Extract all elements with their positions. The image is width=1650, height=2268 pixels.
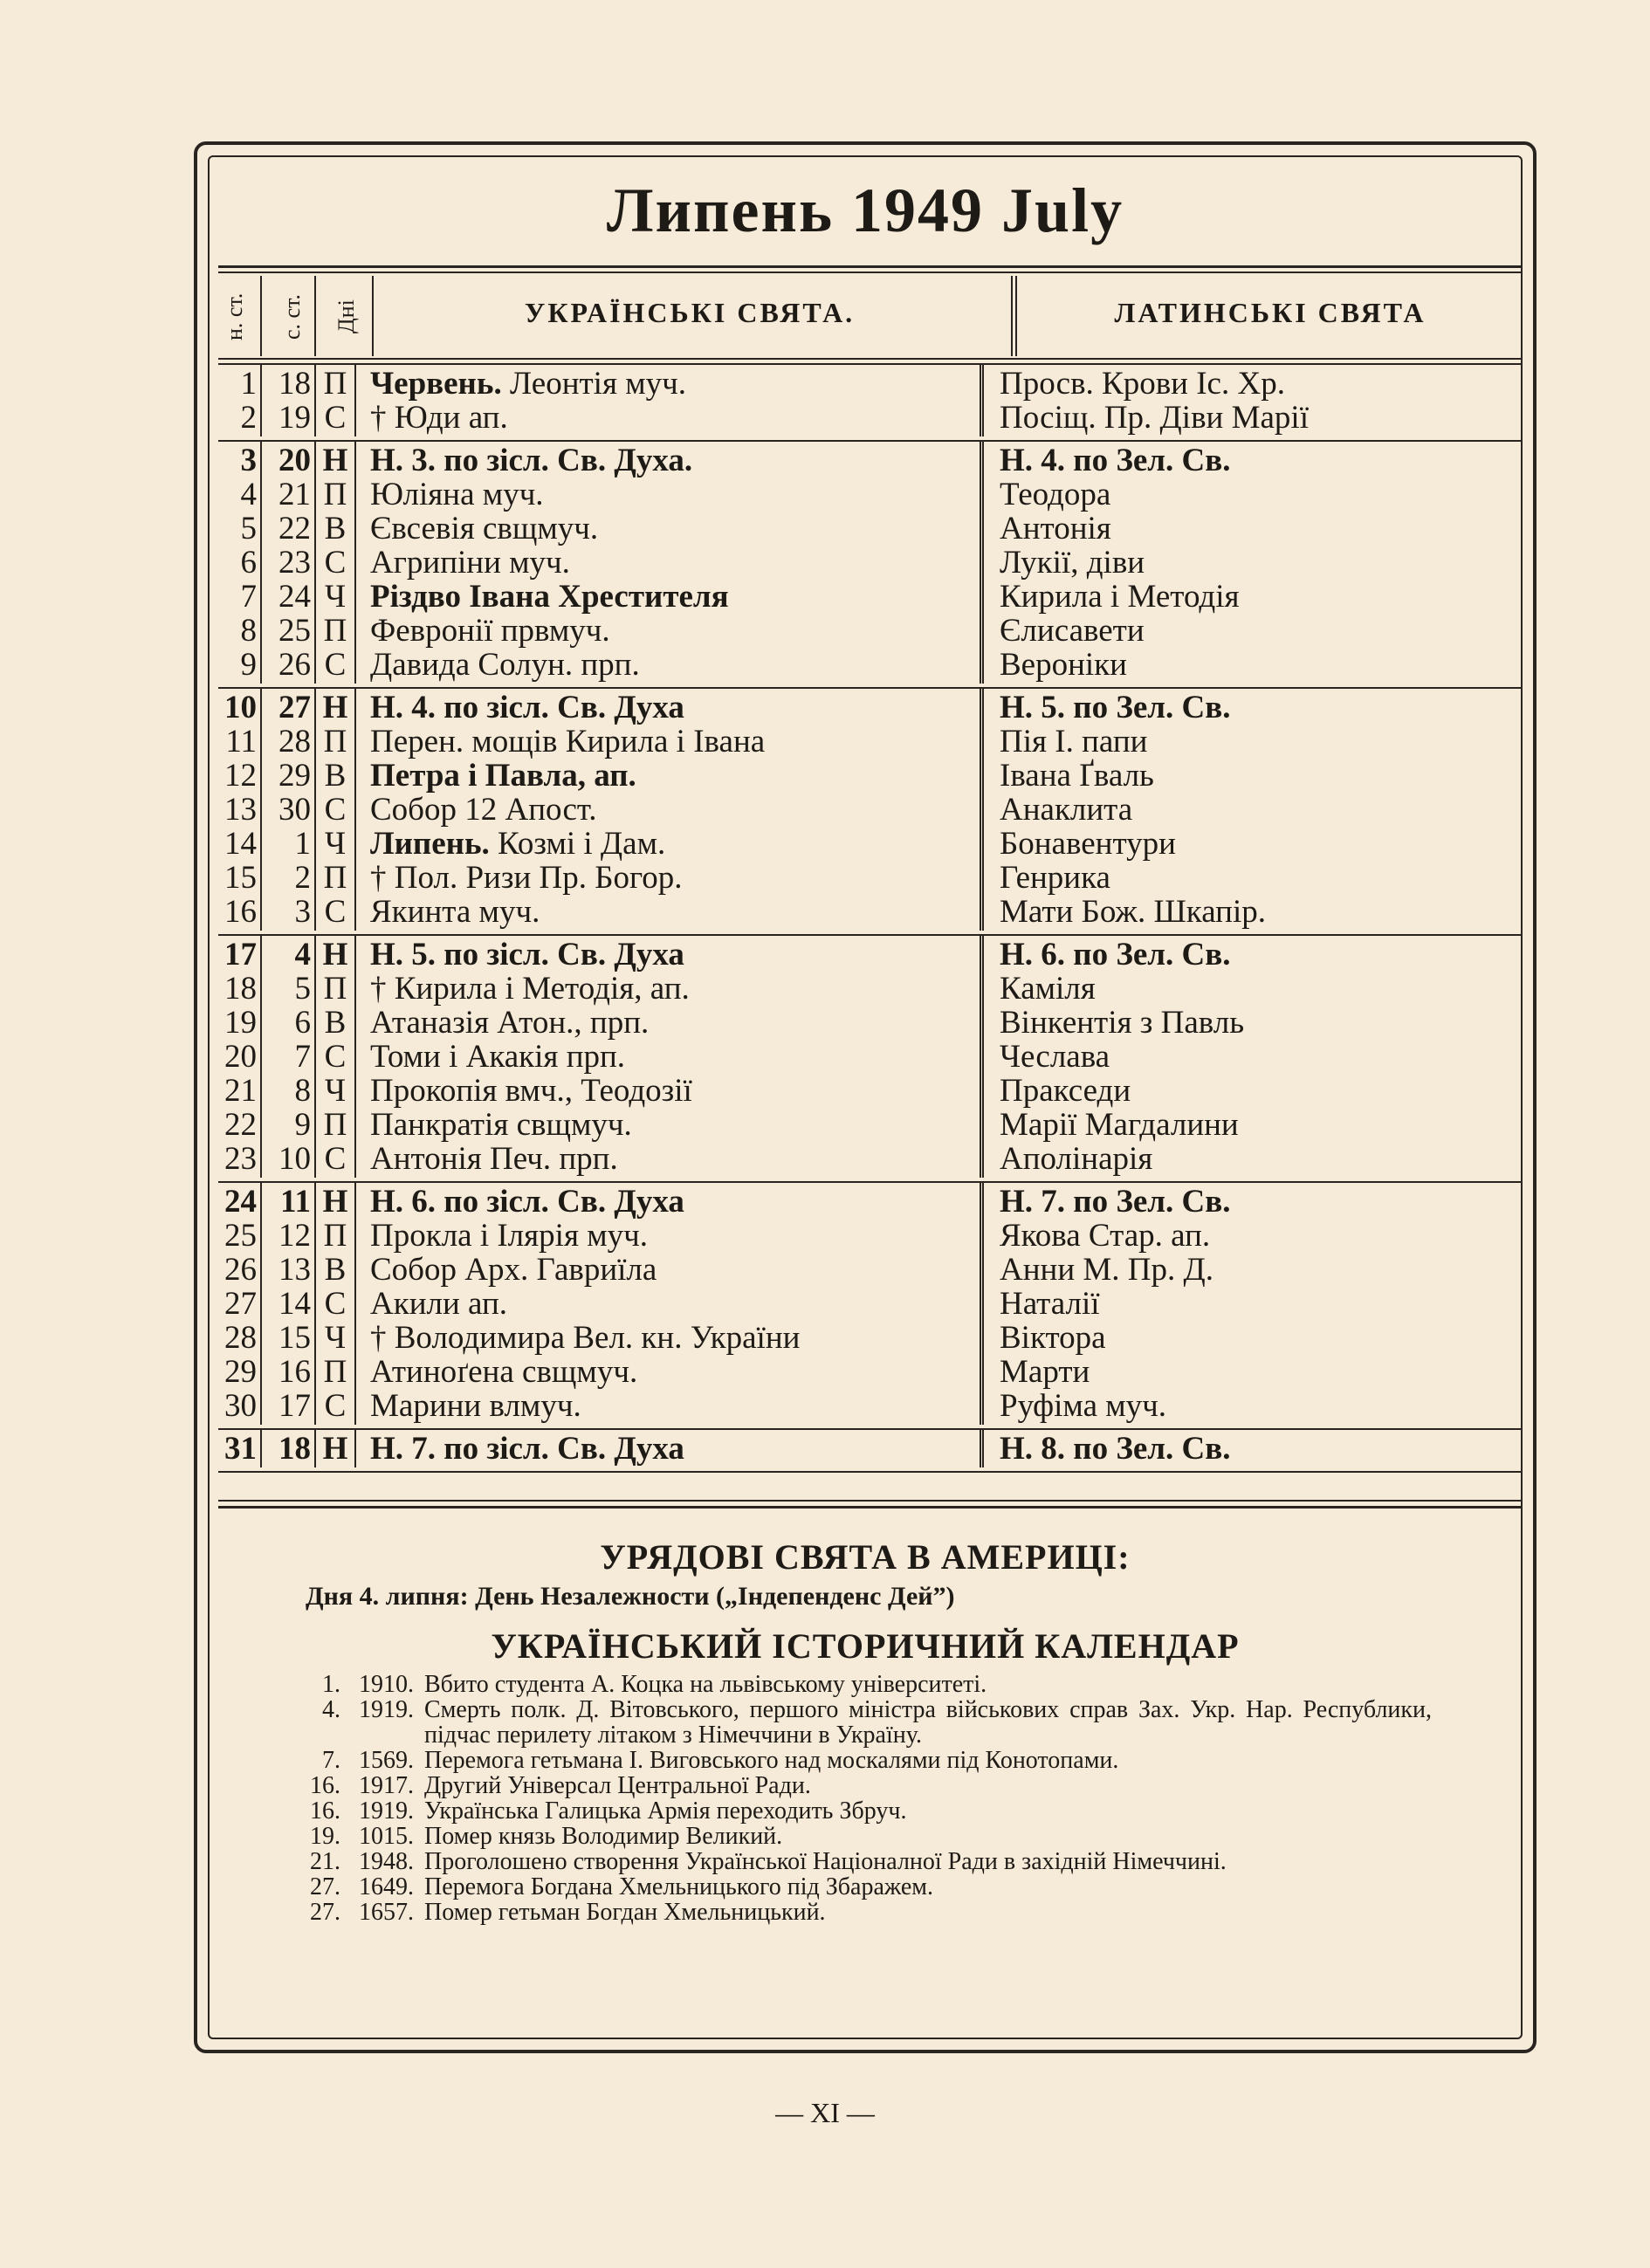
latin-holiday: Чеслава (980, 1038, 1523, 1076)
old-style-date: 9 (260, 1106, 314, 1144)
history-text: Помер князь Володимир Великий. (424, 1823, 783, 1850)
latin-holiday: Якова Стар. ап. (980, 1217, 1523, 1254)
header-ukrainian-holidays: УКРАЇНСЬКІ СВЯТА. (524, 297, 856, 328)
history-year: 1649. (359, 1873, 414, 1900)
government-holiday-line: Дня 4. липня: День Незалежности („Індепенденс Дей”) (306, 1582, 955, 1611)
weekday: П (314, 859, 356, 897)
calendar-row (218, 938, 1523, 972)
calendar-row (218, 580, 1523, 614)
weekday: П (314, 1353, 356, 1391)
calendar-row (218, 793, 1523, 827)
history-item (297, 1900, 1432, 1925)
calendar-row (218, 1432, 1523, 1466)
history-year: 1657. (359, 1899, 414, 1926)
history-text: Вбито студента А. Коцка на львівському університеті. (424, 1671, 987, 1698)
calendar-week (218, 1183, 1523, 1430)
weekday: В (314, 757, 356, 794)
weekday: Ч (314, 1072, 356, 1110)
history-year: 1919. (359, 1797, 414, 1825)
latin-holiday: Марії Магдалини (980, 1106, 1523, 1144)
calendar-row (218, 1287, 1523, 1321)
calendar-row (218, 895, 1523, 929)
latin-holiday: Каміля (980, 970, 1523, 1007)
month-name: Червень. (370, 366, 502, 402)
calendar-row (218, 1040, 1523, 1074)
calendar-row (218, 512, 1523, 546)
latin-holiday: Наталії (980, 1285, 1523, 1323)
weekday: С (314, 544, 356, 581)
ukrainian-holiday: Прокопія вмч., Теодозії (370, 1073, 692, 1109)
weekday: П (314, 365, 356, 402)
calendar-row (218, 1321, 1523, 1355)
weekday: П (314, 970, 356, 1007)
weekday: Ч (314, 1319, 356, 1357)
calendar-row (218, 827, 1523, 861)
new-style-date: 4 (240, 477, 257, 512)
history-year: 1569. (359, 1747, 414, 1774)
divider (314, 276, 316, 356)
header-new-style: н. ст. (222, 292, 247, 341)
old-style-date: 1 (260, 825, 314, 863)
ukrainian-holiday: Февронії првмуч. (370, 613, 610, 649)
old-style-date: 19 (260, 399, 314, 436)
ukrainian-holiday: Н. 5. по зісл. Св. Духа (370, 937, 684, 972)
ukrainian-holiday: Агрипіни муч. (370, 545, 570, 581)
latin-holiday: Аполінарія (980, 1140, 1523, 1178)
latin-holiday: Посіщ. Пр. Діви Марії (980, 399, 1523, 436)
header-days: Дні (333, 299, 359, 334)
history-text: Проголошено створення Української Націоналної Ради в західній Німеччині. (424, 1848, 1227, 1875)
old-style-date: 3 (260, 893, 314, 931)
history-text: Перемога Богдана Хмельницького під Збаражем. (424, 1873, 934, 1900)
new-style-date: 6 (240, 545, 257, 581)
history-year: 1917. (359, 1772, 414, 1799)
old-style-date: 6 (260, 1004, 314, 1041)
new-style-date: 9 (240, 647, 257, 683)
latin-holiday: Теодора (980, 476, 1523, 513)
calendar-row (218, 1074, 1523, 1108)
new-style-date: 17 (224, 937, 257, 972)
ukrainian-holiday: Н. 6. по зісл. Св. Духа (370, 1184, 684, 1220)
header-rule (218, 358, 1523, 360)
header-old-style: с. ст. (279, 294, 305, 340)
month-name: Липень. (370, 826, 490, 862)
weekday: С (314, 646, 356, 684)
latin-holiday: Н. 5. по Зел. Св. (980, 689, 1523, 726)
calendar-week (218, 442, 1523, 689)
calendar-row (218, 861, 1523, 895)
latin-holiday: Лукії, діви (980, 544, 1523, 581)
old-style-date: 13 (260, 1251, 314, 1289)
latin-holiday: Єлисавети (980, 612, 1523, 649)
old-style-date: 20 (260, 442, 314, 479)
weekday: С (314, 1285, 356, 1323)
latin-holiday: Бонавентури (980, 825, 1523, 863)
history-item (297, 1874, 1432, 1900)
history-day: 7. (322, 1747, 340, 1774)
new-style-date: 21 (224, 1073, 257, 1109)
ukrainian-holiday: Євсевія свщмуч. (370, 511, 599, 546)
latin-holiday: Руфіма муч. (980, 1387, 1523, 1425)
new-style-date: 12 (224, 758, 257, 794)
new-style-date: 28 (224, 1320, 257, 1356)
calendar-week (218, 1430, 1523, 1473)
old-style-date: 12 (260, 1217, 314, 1254)
calendar-row (218, 1108, 1523, 1142)
ukrainian-holiday: Марини влмуч. (370, 1388, 581, 1424)
weekday: Н (314, 442, 356, 479)
calendar-row (218, 401, 1523, 435)
weekday: Ч (314, 578, 356, 615)
new-style-date: 29 (224, 1354, 257, 1390)
history-item (297, 1672, 1432, 1697)
old-style-date: 26 (260, 646, 314, 684)
new-style-date: 24 (224, 1184, 257, 1220)
history-day: 21. (310, 1848, 340, 1875)
ukrainian-holiday: † Юди ап. (370, 400, 508, 436)
old-style-date: 11 (260, 1183, 314, 1220)
latin-holiday: Н. 8. по Зел. Св. (980, 1430, 1523, 1467)
history-text: Українська Галицька Армія переходить Збруч. (424, 1797, 907, 1825)
ukrainian-holiday: Собор 12 Апост. (370, 792, 597, 828)
latin-holiday: Н. 4. по Зел. Св. (980, 442, 1523, 479)
history-year: 1948. (359, 1848, 414, 1875)
history-year: 1015. (359, 1823, 414, 1850)
history-day: 16. (310, 1797, 340, 1825)
divider (1015, 276, 1017, 356)
calendar-row (218, 478, 1523, 512)
historical-calendar-title: УКРАЇНСЬКИЙ ІСТОРИЧНИЙ КАЛЕНДАР (491, 1626, 1240, 1666)
new-style-date: 10 (224, 690, 257, 725)
divider (372, 276, 374, 356)
latin-holiday: Анни М. Пр. Д. (980, 1251, 1523, 1289)
ukrainian-holiday: Атаназія Атон., прп. (370, 1005, 650, 1041)
new-style-date: 26 (224, 1252, 257, 1288)
old-style-date: 22 (260, 510, 314, 547)
government-holidays-title: УРЯДОВІ СВЯТА В АМЕРИЦІ: (600, 1537, 1131, 1577)
history-day: 16. (310, 1772, 340, 1799)
history-day: 19. (310, 1823, 340, 1850)
new-style-date: 1 (240, 366, 257, 402)
header-latin-holidays: ЛАТИНСЬКІ СВЯТА (1114, 297, 1427, 328)
weekday: П (314, 1217, 356, 1254)
new-style-date: 20 (224, 1039, 257, 1075)
old-style-date: 14 (260, 1285, 314, 1323)
new-style-date: 15 (224, 860, 257, 896)
latin-holiday: Генрика (980, 859, 1523, 897)
title-rule-thin (218, 271, 1523, 273)
title-rule (218, 265, 1523, 268)
history-day: 27. (310, 1899, 340, 1926)
latin-holiday: Пія І. папи (980, 723, 1523, 760)
new-style-date: 7 (240, 579, 257, 615)
ukrainian-holiday: Липень. Козмі і Дам. (370, 826, 666, 862)
old-style-date: 10 (260, 1140, 314, 1178)
calendar-row (218, 1142, 1523, 1176)
calendar-row (218, 367, 1523, 401)
old-style-date: 16 (260, 1353, 314, 1391)
calendar-row (218, 1253, 1523, 1287)
old-style-date: 8 (260, 1072, 314, 1110)
calendar-week (218, 689, 1523, 936)
old-style-date: 25 (260, 612, 314, 649)
ukrainian-holiday: Собор Арх. Гавриїла (370, 1252, 657, 1288)
latin-holiday: Марти (980, 1353, 1523, 1391)
ukrainian-holiday: † Кирила і Методія, ап. (370, 971, 690, 1007)
old-style-date: 7 (260, 1038, 314, 1076)
old-style-date: 5 (260, 970, 314, 1007)
ukrainian-holiday: Н. 3. по зісл. Св. Духа. (370, 443, 693, 478)
new-style-date: 8 (240, 613, 257, 649)
divider (1011, 276, 1013, 356)
ukrainian-holiday: Панкратія свщмуч. (370, 1107, 632, 1143)
ukrainian-holiday: Юліяна муч. (370, 477, 544, 512)
historical-calendar-list (297, 1672, 1432, 1925)
history-item (297, 1849, 1432, 1874)
history-text: Перемога гетьмана І. Виговського над москалями під Конотопами. (424, 1747, 1119, 1774)
old-style-date: 23 (260, 544, 314, 581)
weekday: П (314, 476, 356, 513)
calendar-row (218, 546, 1523, 580)
ukrainian-holiday: † Володимира Вел. кн. України (370, 1320, 801, 1356)
latin-holiday: Віктора (980, 1319, 1523, 1357)
history-year: 1919. (359, 1696, 414, 1723)
weekday: П (314, 1106, 356, 1144)
ukrainian-holiday: † Пол. Ризи Пр. Богор. (370, 860, 683, 896)
ukrainian-holiday: Якинта муч. (370, 894, 540, 930)
latin-holiday: Кирила і Методія (980, 578, 1523, 615)
new-style-date: 25 (224, 1218, 257, 1254)
latin-holiday: Вероніки (980, 646, 1523, 684)
weekday: Н (314, 1430, 356, 1467)
calendar-row (218, 648, 1523, 682)
new-style-date: 23 (224, 1141, 257, 1177)
weekday: С (314, 1140, 356, 1178)
new-style-date: 2 (240, 400, 257, 436)
old-style-date: 21 (260, 476, 314, 513)
ukrainian-holiday: Червень. Леонтія муч. (370, 366, 687, 402)
old-style-date: 29 (260, 757, 314, 794)
history-item (297, 1748, 1432, 1773)
ukrainian-holiday: Акили ап. (370, 1286, 507, 1322)
divider (260, 276, 262, 356)
history-item (297, 1798, 1432, 1824)
latin-holiday: Пракседи (980, 1072, 1523, 1110)
history-text: Смерть полк. Д. Вітовського, першого міністра військових справ Зах. Укр. Нар. Республики, підчас перилету літаком з Німеччини в Україну. (424, 1696, 1432, 1749)
calendar-row (218, 1355, 1523, 1389)
weekday: Н (314, 1183, 356, 1220)
latin-holiday: Івана Ґваль (980, 757, 1523, 794)
old-style-date: 17 (260, 1387, 314, 1425)
history-day: 27. (310, 1873, 340, 1900)
new-style-date: 31 (224, 1431, 257, 1467)
calendar-row (218, 1185, 1523, 1219)
ukrainian-holiday: Томи і Акакія прп. (370, 1039, 626, 1075)
history-text: Помер гетьман Богдан Хмельницький. (424, 1899, 826, 1926)
calendar-row (218, 725, 1523, 759)
calendar-row (218, 443, 1523, 478)
calendar-row (218, 614, 1523, 648)
latin-holiday: Просв. Крови Іс. Хр. (980, 365, 1523, 402)
calendar-row (218, 691, 1523, 725)
ukrainian-holiday: Н. 7. по зісл. Св. Духа (370, 1431, 684, 1467)
old-style-date: 30 (260, 791, 314, 828)
ukrainian-holiday: Петра і Павла, ап. (370, 758, 636, 794)
new-style-date: 5 (240, 511, 257, 546)
weekday: С (314, 1387, 356, 1425)
latin-holiday: Мати Бож. Шкапір. (980, 893, 1523, 931)
new-style-date: 11 (225, 724, 257, 759)
old-style-date: 24 (260, 578, 314, 615)
ukrainian-holiday: Н. 4. по зісл. Св. Духа (370, 690, 684, 725)
new-style-date: 18 (224, 971, 257, 1007)
weekday: П (314, 723, 356, 760)
ukrainian-holiday: Прокла і Ілярія муч. (370, 1218, 648, 1254)
old-style-date: 28 (260, 723, 314, 760)
history-text: Другий Універсал Центральної Ради. (424, 1772, 811, 1799)
new-style-date: 16 (224, 894, 257, 930)
new-style-date: 3 (240, 443, 257, 478)
new-style-date: 27 (224, 1286, 257, 1322)
calendar-week (218, 936, 1523, 1183)
old-style-date: 27 (260, 689, 314, 726)
calendar-row (218, 972, 1523, 1006)
latin-holiday: Н. 6. по Зел. Св. (980, 936, 1523, 973)
latin-holiday: Вінкентія з Павль (980, 1004, 1523, 1041)
new-style-date: 14 (224, 826, 257, 862)
calendar-table (218, 367, 1523, 1473)
weekday: Ч (314, 825, 356, 863)
latin-holiday: Н. 7. по Зел. Св. (980, 1183, 1523, 1220)
old-style-date: 18 (260, 1430, 314, 1467)
weekday: С (314, 893, 356, 931)
weekday: С (314, 1038, 356, 1076)
page-number: — XI — (775, 2097, 875, 2128)
weekday: П (314, 612, 356, 649)
ukrainian-holiday: Давида Солун. прп. (370, 647, 640, 683)
weekday: С (314, 399, 356, 436)
page-title: Липень 1949 July (606, 175, 1124, 245)
ukrainian-holiday: Атиноґена свщмуч. (370, 1354, 638, 1390)
calendar-row (218, 1006, 1523, 1040)
history-item (297, 1697, 1432, 1748)
weekday: В (314, 1251, 356, 1289)
calendar-row (218, 759, 1523, 793)
new-style-date: 22 (224, 1107, 257, 1143)
history-year: 1910. (359, 1671, 414, 1698)
latin-holiday: Антонія (980, 510, 1523, 547)
new-style-date: 13 (224, 792, 257, 828)
old-style-date: 4 (260, 936, 314, 973)
old-style-date: 2 (260, 859, 314, 897)
new-style-date: 19 (224, 1005, 257, 1041)
history-item (297, 1773, 1432, 1798)
history-day: 4. (322, 1696, 340, 1723)
ukrainian-holiday: Антонія Печ. прп. (370, 1141, 618, 1177)
table-bottom-rule-thick (218, 1506, 1523, 1509)
weekday: В (314, 1004, 356, 1041)
history-item (297, 1824, 1432, 1849)
calendar-row (218, 1389, 1523, 1423)
ukrainian-holiday: Різдво Івана Хрестителя (370, 579, 729, 615)
calendar-row (218, 1219, 1523, 1253)
old-style-date: 15 (260, 1319, 314, 1357)
ukrainian-holiday: Перен. мощів Кирила і Івана (370, 724, 766, 759)
latin-holiday: Анаклита (980, 791, 1523, 828)
weekday: Н (314, 936, 356, 973)
old-style-date: 18 (260, 365, 314, 402)
history-day: 1. (322, 1671, 340, 1698)
weekday: Н (314, 689, 356, 726)
table-bottom-rule (218, 1500, 1523, 1502)
new-style-date: 30 (224, 1388, 257, 1424)
weekday: С (314, 791, 356, 828)
weekday: В (314, 510, 356, 547)
calendar-week (218, 367, 1523, 442)
